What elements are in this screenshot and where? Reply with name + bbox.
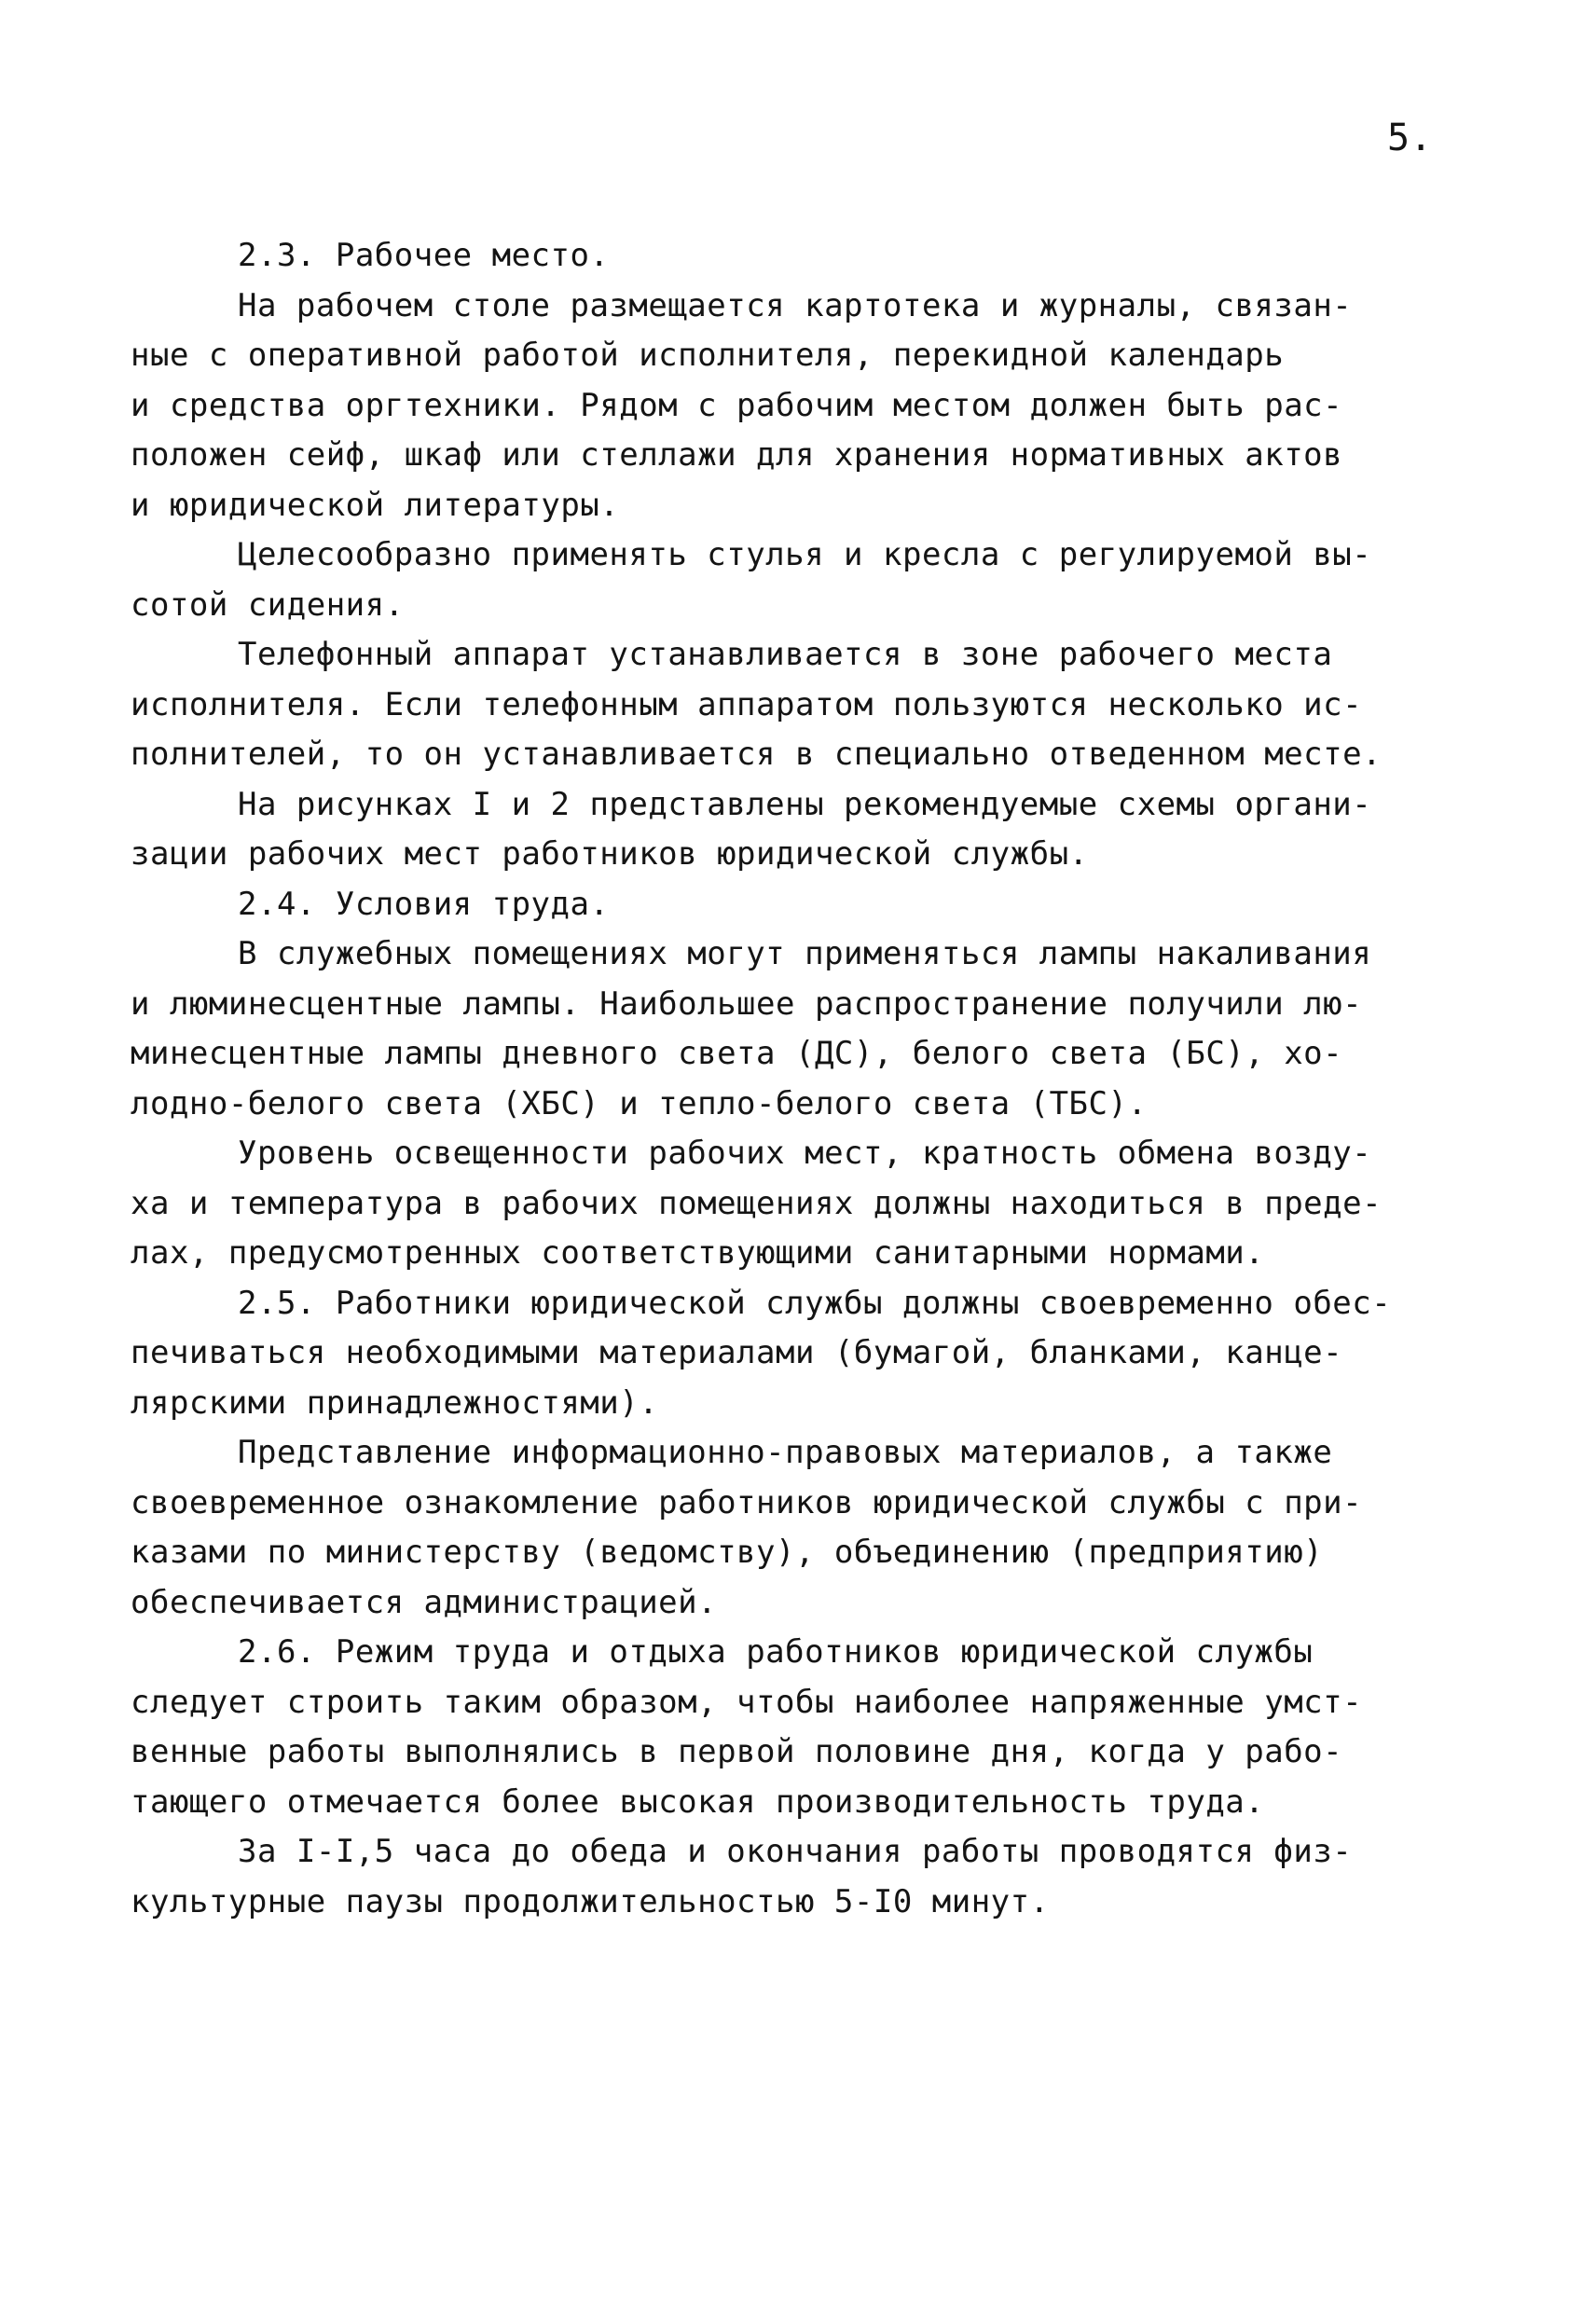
text-line: 2.3. Рабочее место. xyxy=(238,237,610,274)
text-line: тающего отмечается более высокая производительность труда. xyxy=(131,1782,1265,1821)
text-line: Телефонный аппарат устанавливается в зоне рабочего места xyxy=(238,636,1333,673)
text-line: культурные паузы продолжительностью 5-I0 минут. xyxy=(131,1882,1050,1920)
text-line: 2.4. Условия труда. xyxy=(238,885,610,923)
text-line: сотой сидения. xyxy=(131,585,405,624)
text-line: 2.6. Режим труда и отдыха работников юридической службы xyxy=(238,1633,1314,1671)
text-line: В служебных помещениях могут применяться лампы накаливания xyxy=(238,935,1372,972)
text-line: исполнителя. Если телефонным аппаратом пользуются несколько ис- xyxy=(131,685,1363,723)
text-line: положен сейф, шкаф или стеллажи для хранения нормативных актов xyxy=(131,436,1343,474)
text-line: венные работы выполнялись в первой половине дня, когда у рабо- xyxy=(131,1733,1343,1770)
text-line: Целесообразно применять стулья и кресла с регулируемой вы- xyxy=(238,536,1372,573)
text-line: лодно-белого света (ХБС) и тепло-белого света (ТБС). xyxy=(131,1084,1148,1122)
text-line: Уровень освещенности рабочих мест, кратность обмена возду- xyxy=(238,1135,1372,1172)
text-line: полнителей, то он устанавливается в специально отведенном месте. xyxy=(131,736,1383,773)
text-line: своевременное ознакомление работников юридической службы с при- xyxy=(131,1483,1363,1521)
text-line: Представление информационно-правовых материалов, а также xyxy=(238,1434,1333,1471)
text-line: зации рабочих мест работников юридической службы. xyxy=(131,835,1089,873)
text-line: ные с оперативной работой исполнителя, перекидной календарь xyxy=(131,337,1285,374)
text-line: обеспечивается администрацией. xyxy=(131,1583,718,1621)
text-line: и юридической литературы. xyxy=(131,486,620,524)
text-line: и средства оргтехники. Рядом с рабочим местом должен быть рас- xyxy=(131,386,1343,424)
text-line: минесцентные лампы дневного света (ДС), белого света (БС), хо- xyxy=(131,1035,1343,1072)
page-number: 5. xyxy=(1387,117,1433,159)
text-line: ха и температура в рабочих помещениях должны находиться в преде- xyxy=(131,1184,1383,1222)
text-line: и люминесцентные лампы. Наибольшее распространение получили лю- xyxy=(131,984,1363,1023)
text-line: 2.5. Работники юридической службы должны своевременно обес- xyxy=(238,1284,1392,1322)
text-line: На рисунках I и 2 представлены рекомендуемые схемы органи- xyxy=(238,785,1372,823)
text-line: казами по министерству (ведомству), объединению (предприятию) xyxy=(131,1534,1324,1571)
text-line: лах, предусмотренных соответствующими санитарными нормами. xyxy=(131,1234,1265,1272)
text-line: лярскими принадлежностями). xyxy=(131,1383,659,1422)
text-line: следует строить таким образом, чтобы наиболее напряженные умст- xyxy=(131,1683,1363,1721)
text-line: За I-I,5 часа до обеда и окончания работы проводятся физ- xyxy=(238,1833,1353,1870)
text-line: На рабочем столе размещается картотека и журналы, связан- xyxy=(238,286,1353,324)
document-body xyxy=(131,231,1473,1927)
text-line: печиваться необходимыми материалами (бумагой, бланками, канце- xyxy=(131,1334,1343,1371)
